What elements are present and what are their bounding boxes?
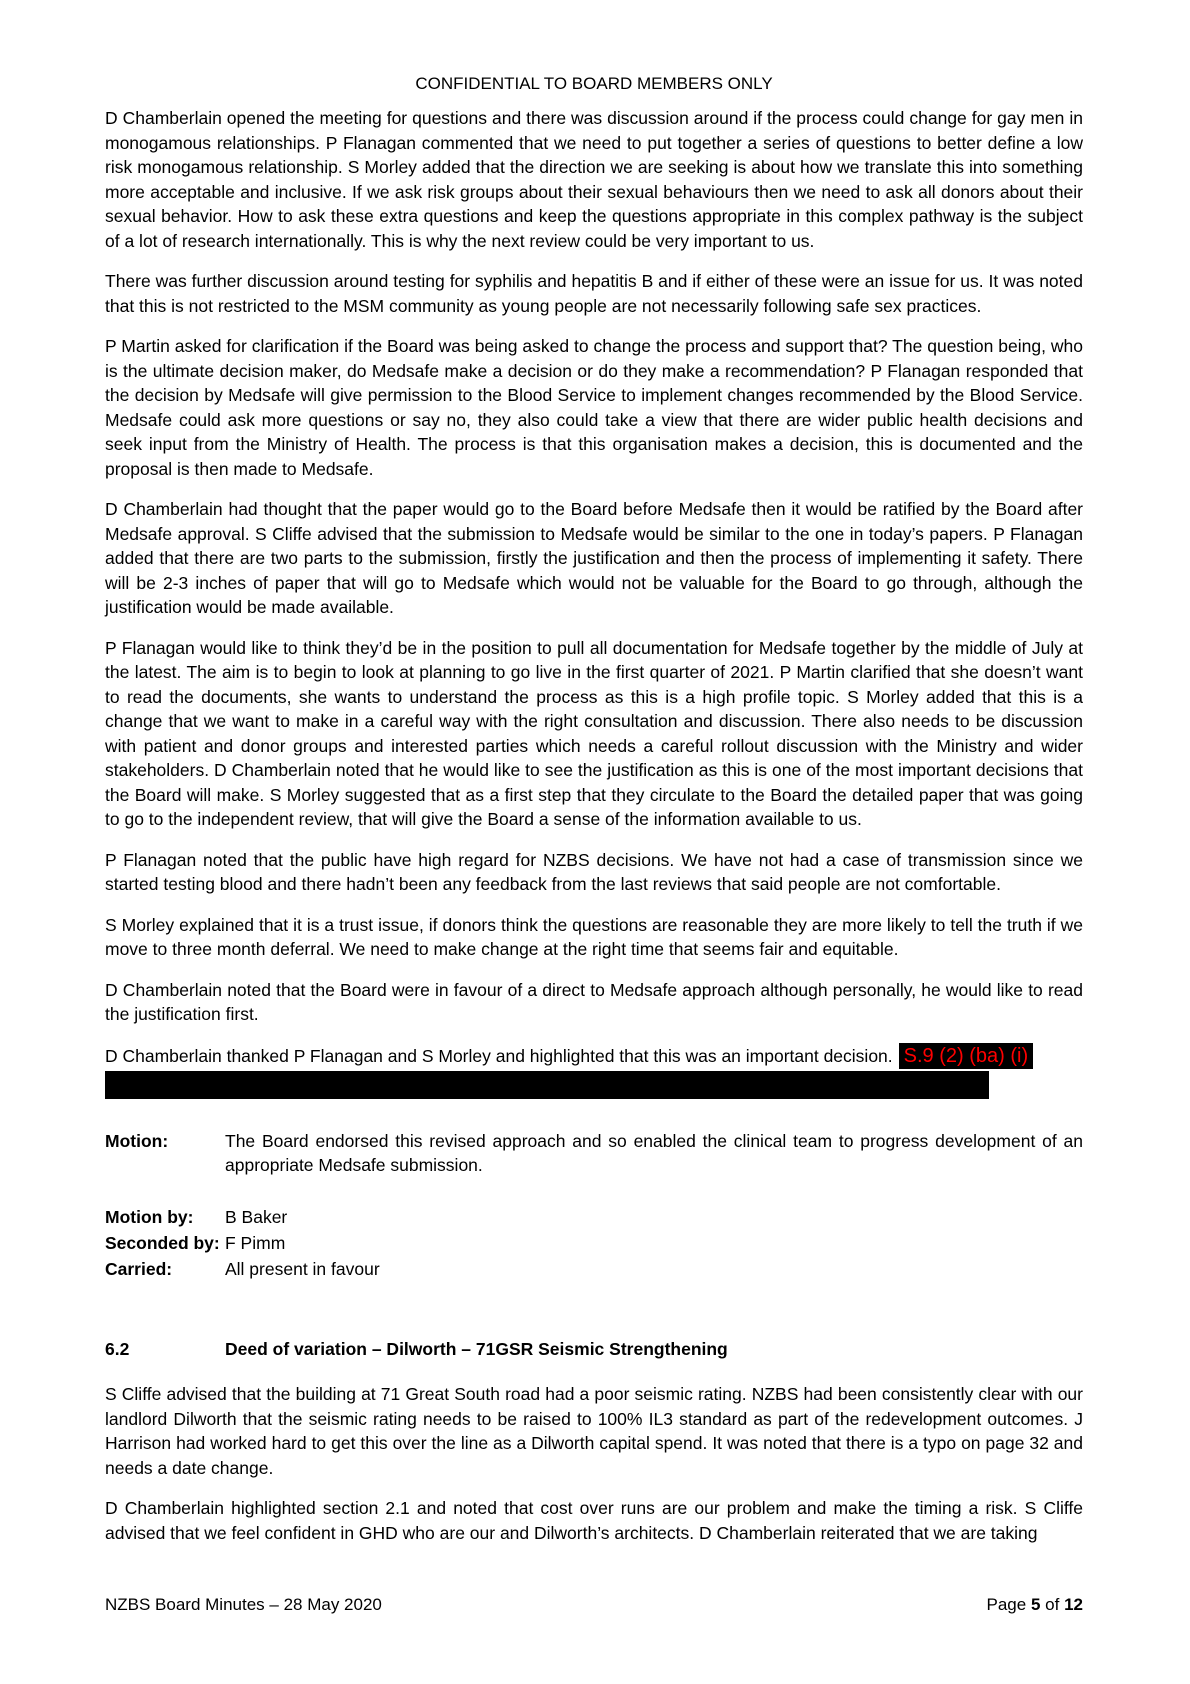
- document-content: [105, 72, 1083, 1561]
- body-paragraph: S Morley explained that it is a trust issue, if donors think the questions are reasonable they are more likely to tell the truth if we move to three month deferral. We need to make change at the right time that seems fair and equitable.: [105, 914, 1083, 959]
- carried-label: Carried:: [105, 1258, 173, 1279]
- body-paragraph: There was further discussion around testing for syphilis and hepatitis B and if either of these were an issue for us. It was noted that this is not restricted to the MSM community as young people are not necessarily following safe sex practices.: [105, 271, 1083, 316]
- body-paragraph: P Flanagan noted that the public have high regard for NZBS decisions. We have not had a case of transmission since we started testing blood and there hadn’t been any feedback from the last reviews that said people are not comfortable.: [105, 849, 1083, 894]
- redaction-bar: [105, 1071, 989, 1099]
- motion-by-value: B Baker: [225, 1206, 288, 1227]
- motion-text: The Board endorsed this revised approach and so enabled the clinical team to progress development of an appropriate Medsafe submission.: [225, 1130, 1083, 1175]
- section-heading: [105, 1337, 1083, 1362]
- footer-page-total: 12: [1064, 1595, 1083, 1614]
- seconded-by-value: F Pimm: [225, 1232, 286, 1253]
- section-title: Deed of variation – Dilworth – 71GSR Seismic Strengthening: [225, 1338, 728, 1359]
- motion-block: [105, 1129, 1083, 1178]
- motion-details: [105, 1204, 1083, 1282]
- seconded-by-row: [105, 1230, 1083, 1256]
- section-number: 6.2: [105, 1338, 130, 1359]
- motion-by-row: [105, 1204, 1083, 1230]
- redaction-code-label: S.9 (2) (ba) (i): [899, 1043, 1033, 1069]
- redacted-paragraph-text: D Chamberlain thanked P Flanagan and S Morley and highlighted that this was an important decision.: [105, 1045, 893, 1066]
- body-paragraph: D Chamberlain had thought that the paper would go to the Board before Medsafe then it would be ratified by the Board after Medsafe approval. S Cliffe advised that the submission to Medsafe would be similar to the one in today’s papers. P Flanagan added that there are two parts to the submission, firstly the justification and then the process of implementing it safety. There will be 2-3 inches of paper that will go to Medsafe which would not be valuable for the Board to go through, although the justification would be made available.: [105, 499, 1083, 617]
- footer-page-word: Page: [986, 1595, 1027, 1614]
- page-footer: [105, 1593, 1083, 1617]
- carried-value: All present in favour: [225, 1258, 380, 1279]
- body-paragraph: D Chamberlain noted that the Board were in favour of a direct to Medsafe approach although personally, he would like to read the justification first.: [105, 979, 1083, 1024]
- footer-of-word: of: [1045, 1595, 1060, 1614]
- carried-row: [105, 1256, 1083, 1282]
- motion-by-label: Motion by:: [105, 1206, 194, 1227]
- seconded-by-label: Seconded by:: [105, 1232, 220, 1253]
- footer-document-title: NZBS Board Minutes – 28 May 2020: [105, 1595, 382, 1614]
- footer-page-number: 5: [1030, 1595, 1041, 1614]
- confidential-notice: CONFIDENTIAL TO BOARD MEMBERS ONLY: [415, 74, 773, 93]
- section-paragraph: S Cliffe advised that the building at 71 Great South road had a poor seismic rating. NZBS had been consistently clear with our landlord Dilworth that the seismic rating needs to be raised to 100% IL3 standard as part of the redevelopment outcomes. J Harrison had worked hard to get this over the line as a Dilworth capital spend. It was noted that there is a typo on page 32 and needs a date change.: [105, 1384, 1083, 1478]
- body-paragraph: P Martin asked for clarification if the Board was being asked to change the process and support that? The question being, who is the ultimate decision maker, do Medsafe make a decision or do they make a recommendation? P Flanagan responded that the decision by Medsafe will give permission to the Blood Service to implement changes recommended by the Blood Service. Medsafe could ask more questions or say no, they also could take a view that there are wider public health decisions and seek input from the Ministry of Health. The process is that this organisation makes a decision, this is documented and the proposal is then made to Medsafe.: [105, 336, 1083, 479]
- body-paragraph: P Flanagan would like to think they’d be in the position to pull all documentation for Medsafe together by the middle of July at the latest. The aim is to begin to look at planning to go live in the first quarter of 2021. P Martin clarified that she doesn’t want to read the documents, she wants to understand the process as this is a high profile topic. S Morley added that this is a change that we want to make in a careful way with the right consultation and discussion. There also needs to be discussion with patient and donor groups and interested parties which needs a careful rollout discussion with the Ministry and wider stakeholders. D Chamberlain noted that he would like to see the justification as this is one of the most important decisions that the Board will make. S Morley suggested that as a first step that they circulate to the Board the detailed paper that was going to go to the independent review, that will give the Board a sense of the information available to us.: [105, 637, 1083, 829]
- motion-label: Motion:: [105, 1130, 169, 1151]
- redacted-paragraph: [105, 1043, 1083, 1069]
- body-paragraph: D Chamberlain opened the meeting for questions and there was discussion around if the process could change for gay men in monogamous relationships. P Flanagan commented that we need to put together a series of questions to better define a low risk monogamous relationship. S Morley added that the direction we are seeking is about how we translate this into something more acceptable and inclusive. If we ask risk groups about their sexual behaviours then we need to ask all donors about their sexual behavior. How to ask these extra questions and keep the questions appropriate in this complex pathway is the subject of a lot of research internationally. This is why the next review could be very important to us.: [105, 108, 1083, 251]
- section-paragraph: D Chamberlain highlighted section 2.1 and noted that cost over runs are our problem and make the timing a risk. S Cliffe advised that we feel confident in GHD who are our and Dilworth’s architects. D Chamberlain reiterated that we are taking: [105, 1498, 1083, 1543]
- footer-page-info: [987, 1593, 1083, 1617]
